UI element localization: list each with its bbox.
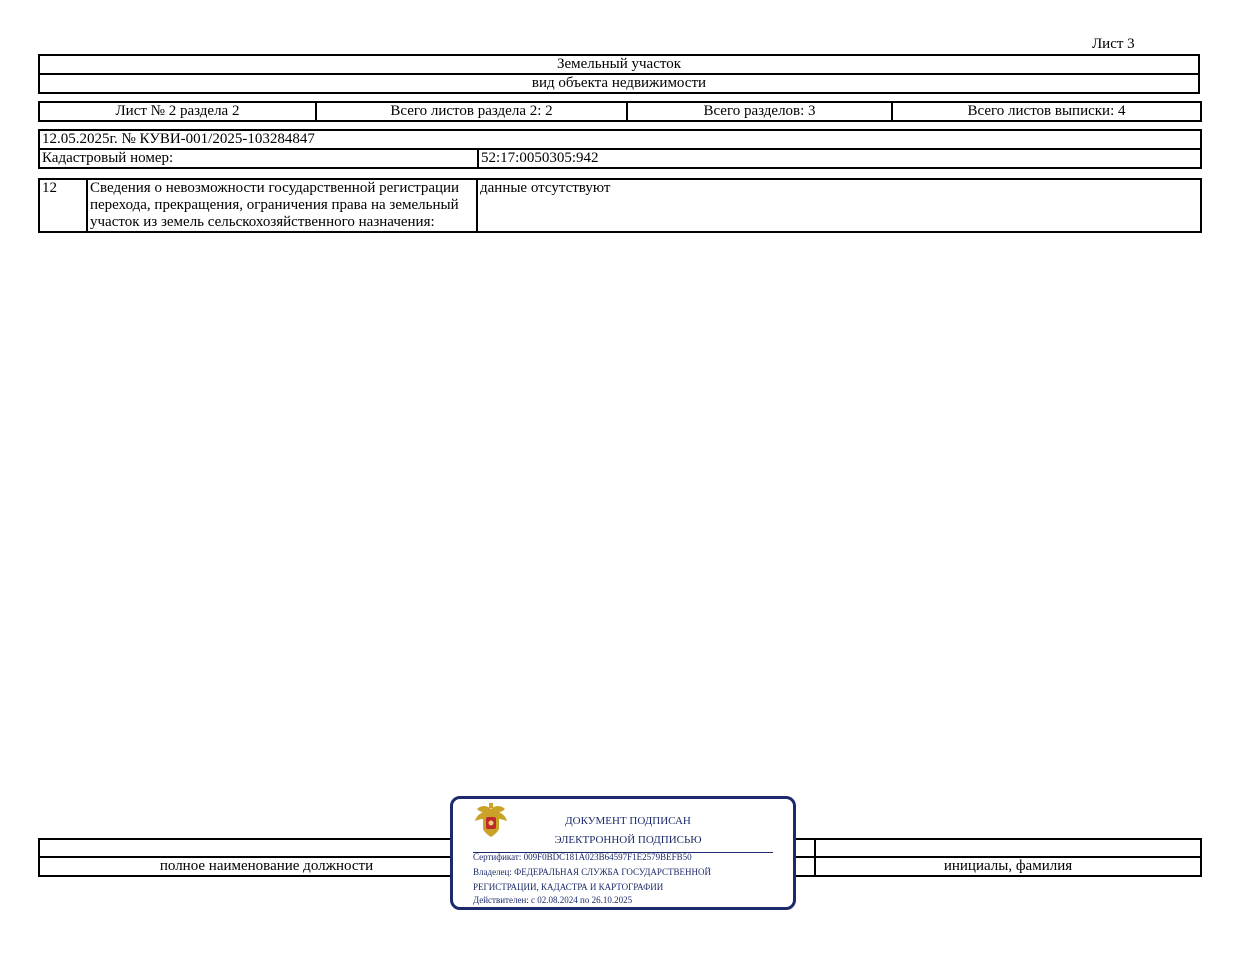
cadastral-value: 52:17:0050305:942: [478, 149, 1201, 168]
sheets-info-table: [38, 101, 1202, 122]
record-date-number: 12.05.2025г. № КУВИ-001/2025-103284847: [39, 130, 1201, 149]
object-name: Земельный участок: [39, 55, 1199, 74]
stamp-title-line2: ЭЛЕКТРОННОЙ ПОДПИСЬЮ: [554, 834, 702, 846]
total-sheets-extract: Всего листов выписки: 4: [892, 102, 1201, 121]
position-caption: полное наименование должности: [39, 857, 494, 876]
item-description: Сведения о невозможности государственной регистрации перехода, прекращения, ограничения права на земельный участок из земель сельскохозяйственного назначения:: [87, 179, 477, 232]
sheet-label: Лист 3: [1092, 36, 1135, 52]
item-table: [38, 178, 1202, 233]
sheet-of-section: Лист № 2 раздела 2: [39, 102, 316, 121]
total-sheets-section: Всего листов раздела 2: 2: [316, 102, 627, 121]
stamp-owner-line2: РЕГИСТРАЦИИ, КАДАСТРА И КАРТОГРАФИИ: [473, 882, 664, 892]
stamp-valid: Действителен: с 02.08.2024 по 26.10.2025: [473, 895, 633, 905]
cadastral-label: Кадастровый номер:: [39, 149, 478, 168]
stamp-owner-line1: Владелец: ФЕДЕРАЛЬНАЯ СЛУЖБА ГОСУДАРСТВЕННОЙ: [473, 867, 712, 877]
table-row: [39, 179, 1201, 232]
object-header-table: [38, 54, 1200, 94]
object-type-caption: вид объекта недвижимости: [39, 74, 1199, 93]
item-number: 12: [39, 179, 87, 232]
position-field: [39, 839, 494, 857]
stamp-title-line1: ДОКУМЕНТ ПОДПИСАН: [565, 815, 691, 827]
double-headed-eagle-emblem-icon: [473, 803, 509, 843]
name-caption: инициалы, фамилия: [815, 857, 1201, 876]
stamp-certificate: Сертификат: 009F0BDC181A023B64597F1E2579BEFB50: [473, 852, 692, 862]
name-field: [815, 839, 1201, 857]
total-sections: Всего разделов: 3: [627, 102, 892, 121]
record-table: [38, 129, 1202, 169]
item-value: данные отсутствуют: [477, 179, 1201, 232]
electronic-signature-stamp: [450, 796, 796, 910]
